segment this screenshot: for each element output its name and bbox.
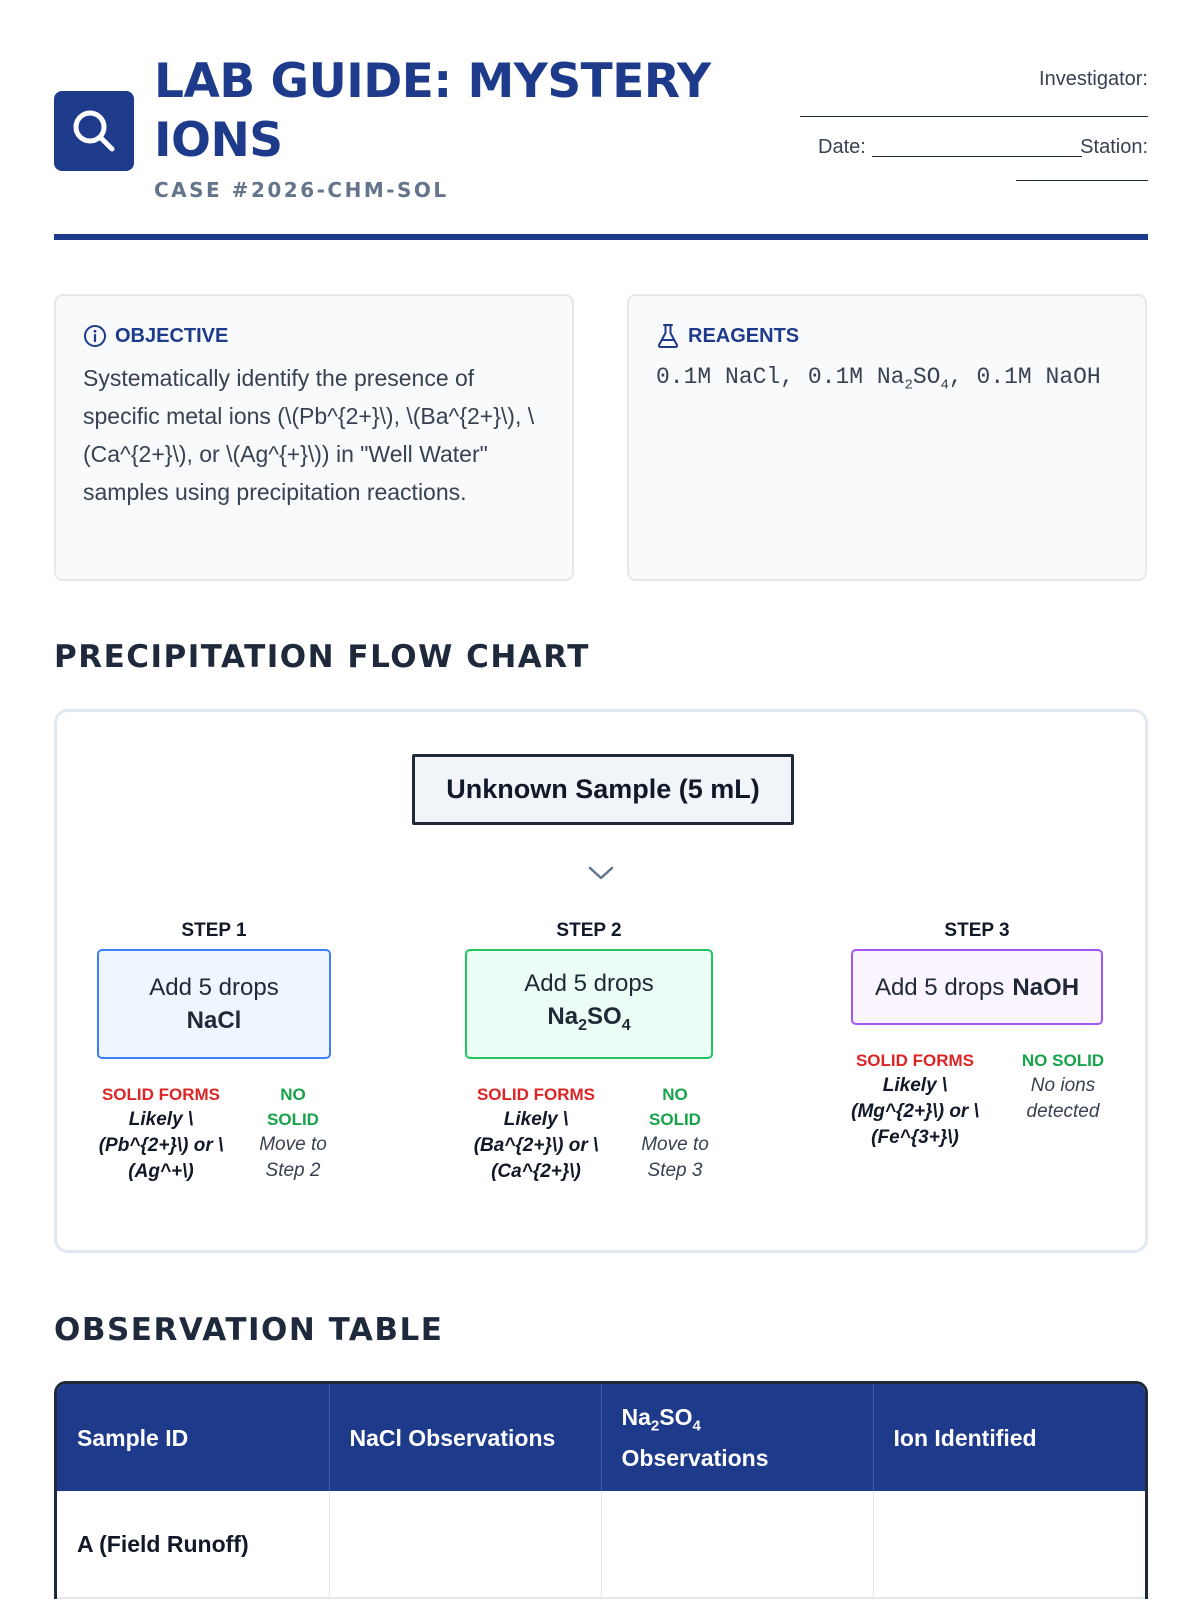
reagent-nacl: 0.1M NaCl, [656,364,795,390]
logo-badge [54,91,134,171]
step-2-solid-tag: SOLID FORMS [476,1085,596,1104]
flow-chart-panel [54,709,1148,1253]
step-1-solid-text: Likely \(Pb^{2+}\) or \(Ag^+\) [98,1109,224,1182]
col-header-na2so4-mid: SO [659,1403,693,1430]
reagents-heading [656,323,799,349]
objective-heading-label: OBJECTIVE [115,324,229,347]
step-2-reagent-mid: SO [587,1002,622,1030]
step-2-reagent [547,1000,630,1042]
flow-chart-title: PRECIPITATION FLOW CHART [54,639,590,675]
step-3-solid-tag: SOLID FORMS [855,1051,975,1070]
cell-sample-id: A (Field Runoff) [57,1491,329,1598]
reagents-heading-label: REAGENTS [688,324,800,347]
step-3 [851,920,1103,1220]
step-1-action: Add 5 drops [149,974,279,1001]
step-2-solid-text: Likely \(Ba^{2+}\) or \(Ca^{2+}\) [473,1109,599,1182]
info-icon [83,324,107,348]
step-2-action: Add 5 drops [524,969,654,997]
reagent-na2so4-prefix: 0.1M Na [807,364,905,390]
step-1-solid-tag: SOLID FORMS [101,1085,221,1104]
reagent-na2so4-comma: , [948,364,963,390]
investigator-label: Investigator: [1039,68,1148,90]
observation-table [54,1381,1148,1599]
reagent-na2so4-sub2: 4 [940,377,949,394]
step-3-nosolid-outcome [1015,1048,1111,1125]
reagent-naoh: 0.1M NaOH [976,364,1101,390]
step-1 [97,920,331,1220]
reagents-card [627,294,1147,581]
table-header-row [57,1384,1145,1491]
step-3-nosolid-text: No ions detected [1026,1075,1100,1122]
observation-table-title: OBSERVATION TABLE [54,1312,444,1348]
table-row [57,1491,1145,1598]
step-2-nosolid-outcome [635,1082,715,1184]
step-1-label: STEP 1 [181,920,247,941]
step-1-nosolid-tag: NO SOLID [267,1085,319,1129]
reagent-na2so4-sub1: 2 [904,377,913,394]
header-divider [54,234,1148,240]
reagents-list [656,364,1101,394]
start-node: Unknown Sample (5 mL) [412,754,794,825]
step-1-nosolid-outcome [253,1082,333,1184]
case-number: CASE #2026-CHM-SOL [154,178,449,202]
col-header-na2so4 [601,1384,873,1491]
objective-card [54,294,574,581]
date-field[interactable] [872,156,1082,157]
step-3-reagent: NaOH [1012,973,1080,1001]
step-1-box [97,949,331,1059]
step-1-solid-outcome [95,1082,227,1185]
cell-nacl-observation[interactable] [329,1491,601,1598]
step-3-label: STEP 3 [944,920,1010,941]
chevron-down-icon [588,865,614,881]
step-2-reagent-sub1: 2 [578,1016,587,1034]
step-2-label: STEP 2 [556,920,622,941]
step-3-action: Add 5 drops [874,973,1005,1001]
search-icon [69,106,119,156]
date-label: Date: [818,136,866,158]
col-header-na2so4-prefix: Na [621,1403,651,1430]
col-header-na2so4-sub2: 4 [692,1417,701,1435]
step-1-reagent: NaCl [186,1007,242,1034]
step-2 [465,920,713,1220]
step-3-box [851,949,1103,1025]
step-1-nosolid-text: Move to Step 2 [259,1134,327,1181]
col-header-ion: Ion Identified [873,1384,1145,1491]
step-2-nosolid-tag: NO SOLID [649,1085,701,1129]
cell-ion-identified[interactable] [873,1491,1145,1598]
reagent-na2so4 [807,364,963,394]
col-header-na2so4-sub1: 2 [650,1417,660,1435]
step-3-solid-outcome [845,1048,985,1151]
col-header-na2so4-suffix: Observations [621,1445,769,1472]
station-field[interactable] [1016,180,1148,181]
step-3-solid-text: Likely \(Mg^{2+}\) or \(Fe^{3+}\) [851,1075,979,1148]
page-header [54,0,1148,242]
flask-icon [656,323,680,349]
station-label: Station: [1080,136,1148,158]
step-2-reagent-prefix: Na [547,1002,579,1030]
col-header-sample-id: Sample ID [57,1384,329,1491]
step-3-nosolid-tag: NO SOLID [1021,1051,1105,1070]
objective-text: Systematically identify the presence of specific metal ions (\(Pb^{2+}\), \(Ba^{2+}\), \(Ca^{2+}\), or \(Ag^{+}\)) in "Well Water" samples using precipitation reactions. [83,365,535,505]
cell-na2so4-observation[interactable] [601,1491,873,1598]
page-title: LAB GUIDE: MYSTERY IONS [154,54,711,168]
step-2-nosolid-text: Move to Step 3 [641,1134,709,1181]
investigator-field[interactable] [800,116,1148,117]
col-header-nacl: NaCl Observations [329,1384,601,1491]
step-2-box [465,949,713,1059]
step-2-solid-outcome [459,1082,613,1185]
step-2-reagent-sub2: 4 [621,1016,631,1034]
objective-heading [83,323,228,349]
reagent-na2so4-mid: SO [912,364,941,390]
